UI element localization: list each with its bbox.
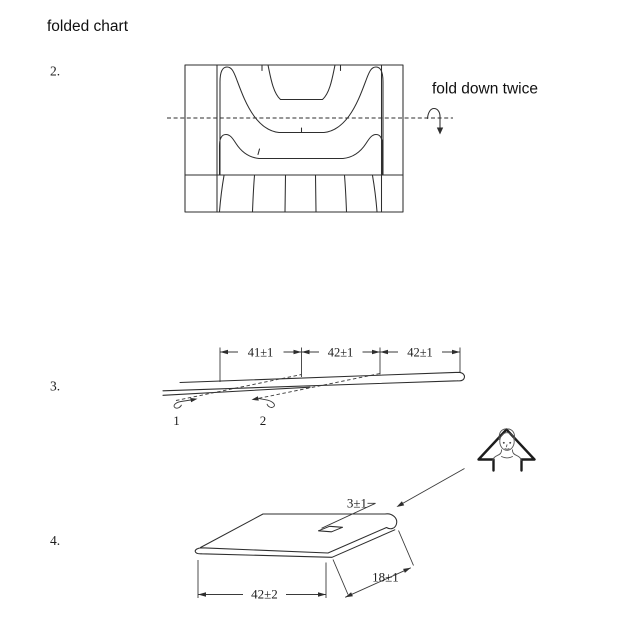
dimension-label-42b: 42±1	[407, 345, 433, 360]
side-dimension-label: 18±1	[372, 569, 399, 585]
pattern-curves	[220, 65, 384, 175]
step2-section	[50, 64, 538, 213]
package-outline	[195, 514, 397, 557]
strip-outline	[163, 372, 464, 395]
step4-package-diagram	[195, 429, 534, 602]
side-dimension	[333, 531, 414, 598]
front-dimension-label: 42±2	[251, 586, 278, 602]
step2-number: 2.	[50, 63, 61, 79]
left-eye	[503, 442, 505, 444]
fold-step1-label: 1	[173, 413, 180, 428]
leader-arrow-icon	[397, 469, 465, 508]
step3-folded-strip	[163, 372, 464, 428]
waistband-gather-lines	[220, 176, 378, 212]
step2-annotation: fold down twice	[432, 80, 538, 98]
head-opening-slit	[319, 526, 343, 532]
step3-section	[50, 346, 464, 429]
front-dimension	[198, 560, 326, 602]
step4-section	[50, 429, 535, 602]
slit-dimension-label: 3±1	[346, 495, 367, 511]
step2-pattern-diagram	[167, 65, 453, 212]
right-eye	[509, 442, 511, 444]
fold-step2-arrow-icon	[258, 398, 274, 407]
fold-down-arrow-icon	[428, 109, 444, 135]
step3-number: 3.	[50, 378, 61, 394]
page-title: folded chart	[47, 18, 128, 35]
face-outline	[500, 433, 514, 451]
fold-arrowheads	[190, 396, 259, 402]
face-details	[493, 429, 521, 461]
dimension-label-42a: 42±1	[327, 345, 354, 360]
step4-number: 4.	[50, 533, 61, 548]
fold-step2-label: 2	[259, 413, 267, 428]
head-through-opening-icon	[479, 429, 535, 471]
dimension-label-41: 41±1	[247, 345, 274, 360]
